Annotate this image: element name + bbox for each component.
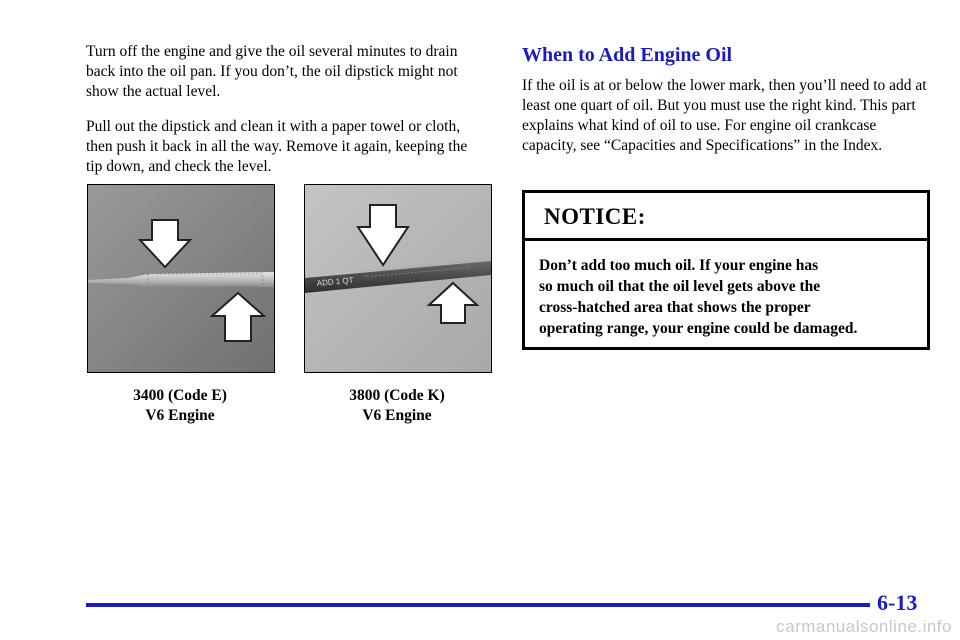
footer-rule [86,603,870,607]
caption-3400-line1: 3400 (Code E) [133,387,227,404]
notice-line: so much oil that the oil level gets above the [539,278,821,295]
notice-body [525,241,927,339]
left-column [86,42,486,192]
notice-header [525,193,927,241]
notice-line: Don’t add too much oil. If your engine has [539,257,819,274]
paragraph-check-dipstick: Pull out the dipstick and clean it with a paper towel or cloth, then push it back in all the way. Remove it again, keeping the tip down, and check the level. [86,118,468,175]
caption-3400-line2: V6 Engine [145,407,215,424]
dipstick-photo-3800 [304,184,492,373]
caption-3800 [304,386,490,426]
notice-line: operating range, your engine could be damaged. [539,320,858,337]
dipstick-photo-3400 [87,184,275,373]
paragraph-when-to-add: If the oil is at or below the lower mark, then you’ll need to add at least one quart of oil. But you must use the right kind. This part explains what kind of oil to use. For engine oil crankcase capacity, see “Capacities and Specifications” in the Index. [522,77,927,154]
caption-3800-line2: V6 Engine [362,407,432,424]
page-number: 6-13 [877,590,918,615]
notice-line: cross-hatched area that shows the proper [539,299,811,316]
paragraph-drain-oil: Turn off the engine and give the oil several minutes to drain back into the oil pan. If you don’t, the oil dipstick might not show the actual level. [86,43,458,100]
right-column [522,42,932,156]
dipstick-photo-3800-image [305,185,491,372]
caption-3400 [87,386,273,426]
notice-box [522,190,930,350]
dipstick-photo-3400-image [88,185,274,372]
notice-title: NOTICE: [544,204,646,229]
caption-3800-line1: 3800 (Code K) [349,387,445,404]
watermark: carmanualsonline.info [776,617,952,636]
dipstick-engraving: ADD 1 QT [316,275,354,288]
section-heading: When to Add Engine Oil [522,44,733,66]
